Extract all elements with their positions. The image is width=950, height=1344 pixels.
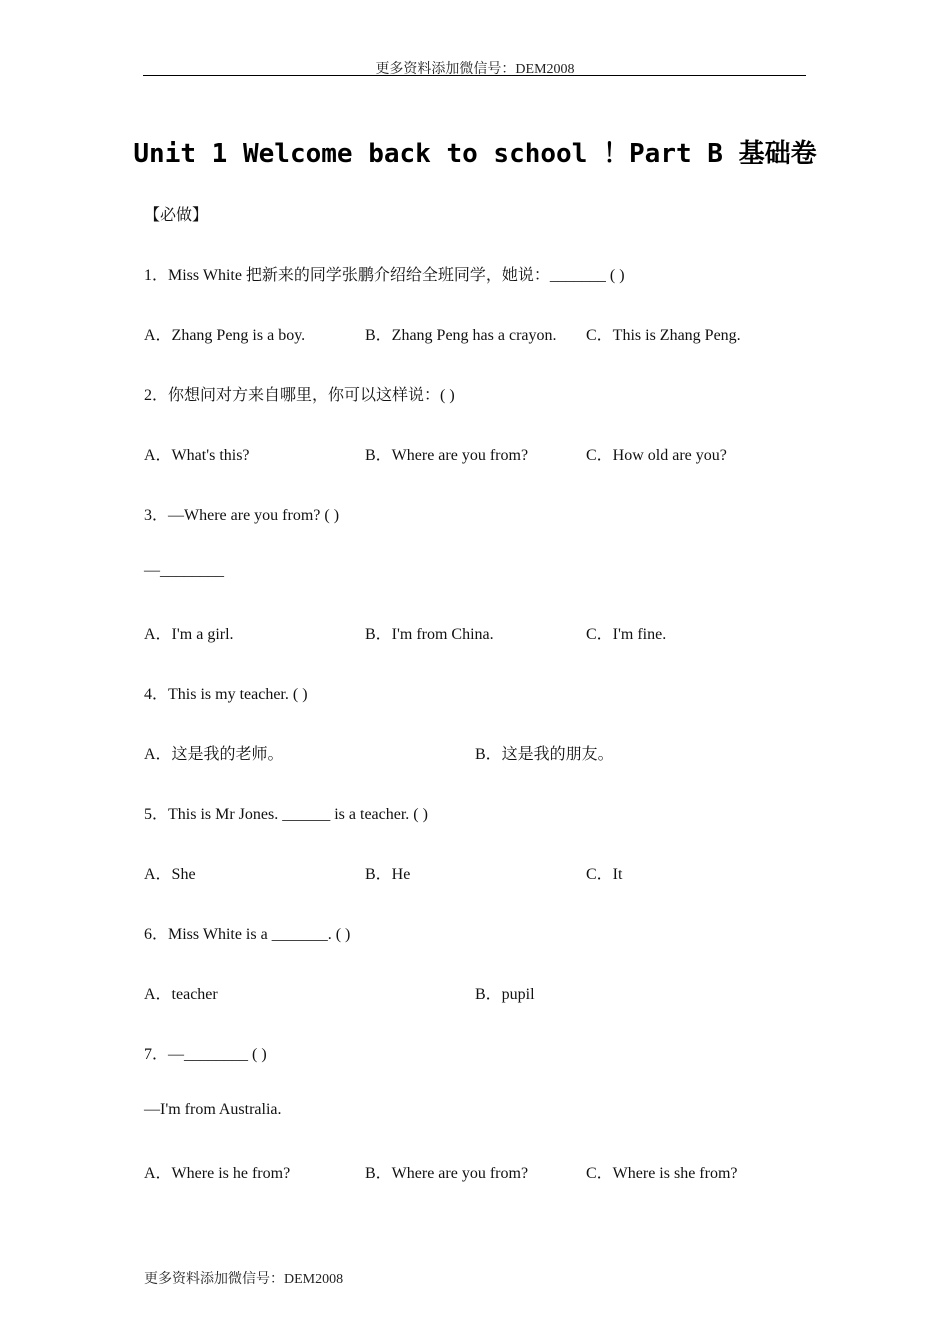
- option-a: A．这是我的老师。: [144, 746, 284, 763]
- option-c: C．This is Zhang Peng.: [586, 327, 741, 344]
- option-c: C．How old are you?: [586, 447, 727, 464]
- question-stem: 1．Miss White 把新来的同学张鹏介绍给全班同学，她说：_______ ( ): [144, 267, 625, 284]
- page-footer: 更多资料添加微信号：DEM2008: [144, 1272, 344, 1287]
- option-b: B．pupil: [475, 986, 535, 1003]
- option-a: A．I'm a girl.: [144, 626, 234, 643]
- option-c: C．I'm fine.: [586, 626, 667, 643]
- question-stem: 5．This is Mr Jones. ______ is a teacher. ( ): [144, 806, 428, 823]
- question-stem: 2．你想问对方来自哪里，你可以这样说：( ): [144, 387, 455, 404]
- option-a: A．What's this?: [144, 447, 250, 464]
- option-b: B．He: [365, 866, 411, 883]
- option-a: A．She: [144, 866, 196, 883]
- answer-blank: —________: [144, 562, 224, 579]
- answer-line: —I'm from Australia.: [144, 1101, 282, 1118]
- option-a: A．teacher: [144, 986, 218, 1003]
- question-stem: 6．Miss White is a _______. ( ): [144, 926, 351, 943]
- header-text: 更多资料添加微信号：DEM2008: [375, 62, 575, 77]
- question-stem: 7．—________ ( ): [144, 1046, 267, 1063]
- section-label: 【必做】: [144, 207, 209, 224]
- option-a: A．Zhang Peng is a boy.: [144, 327, 306, 344]
- question-stem: 3．—Where are you from? ( ): [144, 507, 340, 524]
- option-b: B．Where are you from?: [365, 447, 529, 464]
- question-stem: 4．This is my teacher. ( ): [144, 686, 308, 703]
- header-divider: [143, 75, 806, 76]
- page-title: Unit 1 Welcome back to school ！Part B 基础卷: [133, 139, 817, 169]
- option-a: A．Where is he from?: [144, 1165, 291, 1182]
- option-b: B．Where are you from?: [365, 1165, 529, 1182]
- option-b: B．这是我的朋友。: [475, 746, 614, 763]
- option-b: B．I'm from China.: [365, 626, 494, 643]
- option-b: B．Zhang Peng has a crayon.: [365, 327, 557, 344]
- option-c: C．Where is she from?: [586, 1165, 738, 1182]
- option-c: C．It: [586, 866, 623, 883]
